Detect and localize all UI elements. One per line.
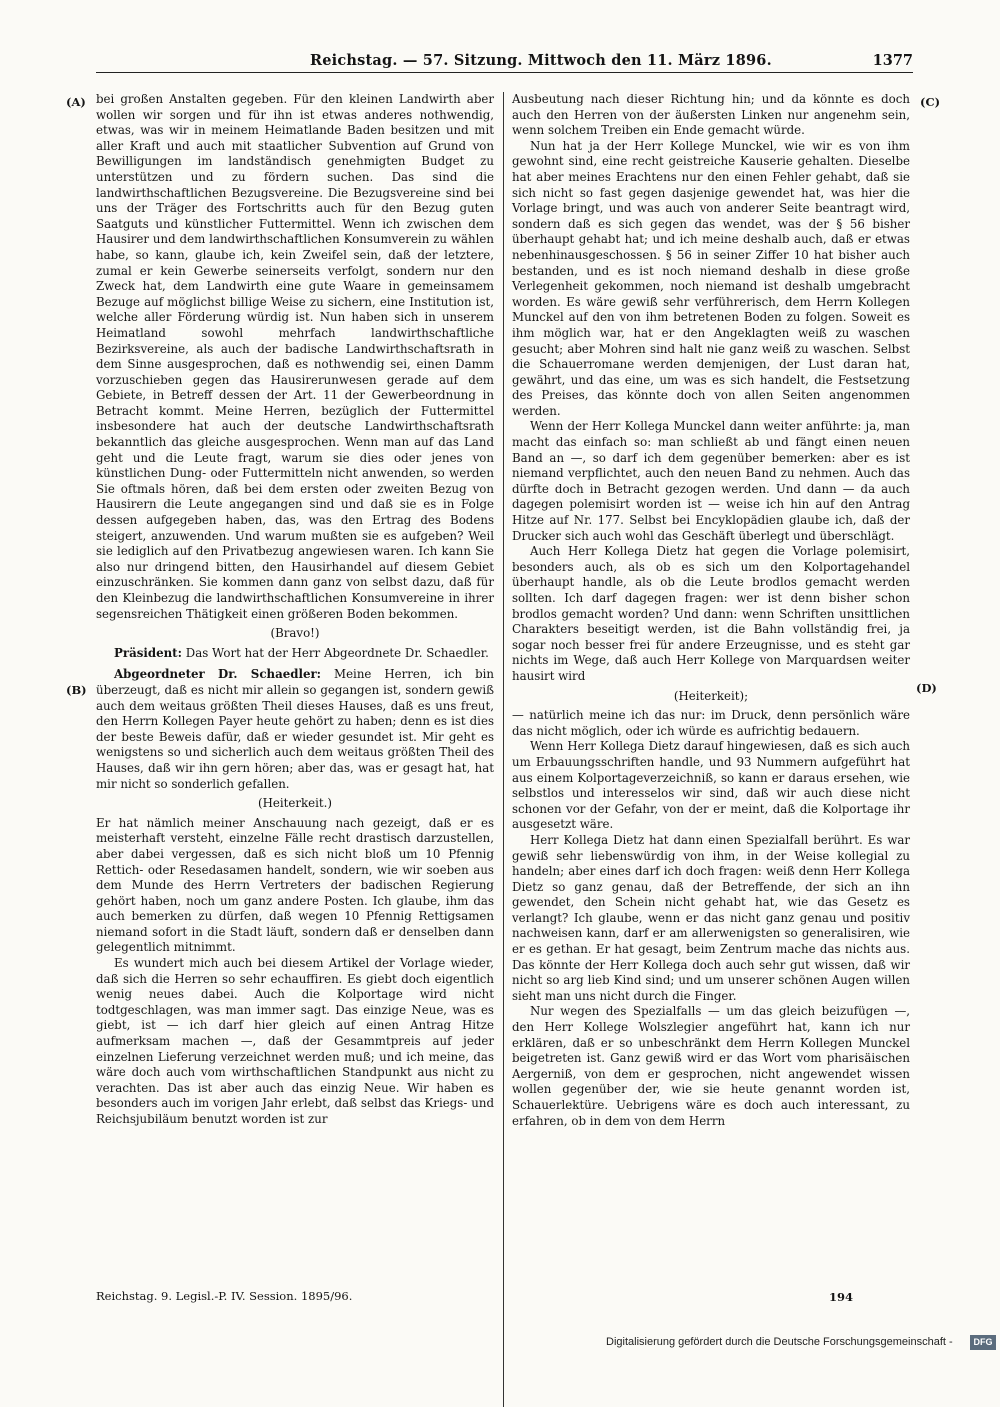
margin-marker-c: (C) xyxy=(920,95,941,109)
header-title: Reichstag. — 57. Sitzung. Mittwoch den 11. März 1896. xyxy=(310,52,772,69)
paragraph: Ausbeutung nach dieser Richtung hin; und da könnte es doch auch den Herren von der äußersten Linken nur angenehm sein, wenn solchem Treiben ein Ende gemacht würde. xyxy=(512,92,910,138)
speaker-label: Präsident: xyxy=(114,645,182,660)
speaker-label: Abgeordneter Dr. Schaedler: xyxy=(114,667,322,682)
margin-marker-b: (B) xyxy=(66,683,87,697)
dfg-credit xyxy=(606,1334,1000,1353)
paragraph: Wenn Herr Kollega Dietz darauf hingewiesen, daß es sich auch um Erbauungsschriften handle, und 93 Nummern aufgeführt hat aus einem Kolportageverzeichniß, so kann er daraus ersehen, wie selbstlos und interesselos wir sind, daß wir auch diese nicht schonen vor der Gefahr, von der er meint, daß die Kolportage ihr ausgesetzt wäre. xyxy=(512,739,910,832)
paragraph: Er hat nämlich meiner Anschauung nach gezeigt, daß er es meisterhaft versteht, einzelne Fälle recht drastisch darzustellen, aber dabei vergessen, daß es sich nicht bloß um 10 Pfennig Rettich- oder Resedasamen handelt, sondern, wie wir soeben aus dem Munde des Herrn Vertreters der badischen Regierung gehört haben, noch um ganz andere Posten. Ich glaube, ihm das auch bemerken zu dürfen, daß wegen 10 Pfennig Rettigsamen niemand sofort in die Stadt läuft, sondern daß er denselben dann gelegentlich mitnimmt. xyxy=(96,815,494,955)
margin-marker-a: (A) xyxy=(66,95,86,109)
president-statement xyxy=(96,646,494,662)
speech-text: Meine Herren, ich bin überzeugt, daß es nicht mir allein so gegangen ist, sondern gewiß auch dem weitaus größten Theil dieses Hauses, daß es uns freut, den Herrn Kollegen Payer heute gehört zu haben; denn es ist dies der beste Beweis dafür, daß er wieder gesundet ist. Mir geht es wenigstens so und sicherlich auch dem weitaus größten Theil des Hauses, daß wir ihn gern hören; aber das, was er gesagt hat, hat mir nicht so sonderlich gefallen. xyxy=(96,667,494,791)
paragraph: Auch Herr Kollega Dietz hat gegen die Vorlage polemisirt, besonders auch, als ob es sich um den Kolportagehandel überhaupt handle, als ob die Leute brodlos gemacht werden sollten. Ich darf dagegen fragen: wer ist denn bisher schon brodlos gemacht worden? Und dann: wenn Schriften unsittlichen Charakters beseitigt werden, ist die Bahn vollständig frei, ja sogar noch besser frei für andere Erzeugnisse, und es steht gar nichts im Wege, daß auch Herr Kollege von Marquardsen weiter hausirt wird xyxy=(512,544,910,683)
right-column xyxy=(512,92,910,1129)
dfg-logo-icon: DFG xyxy=(970,1335,996,1350)
column-divider xyxy=(503,92,504,1407)
paragraph: Herr Kollega Dietz hat dann einen Spezialfall berührt. Es war gewiß sehr liebenswürdig von ihm, in der Weise kollegial zu handeln; aber eines darf ich doch fragen: weiß denn Herr Kollega Dietz so ganz genau, daß der Betreffende, der sich an ihn gewendet, den Schein nicht gehabt hat, wie das Gesetz es verlangt? Ich glaube, wenn er das nicht ganz genau und positiv nachweisen kann, darf er am allerwenigsten so generalisiren, wie er es gethan. Er hat gesagt, beim Zentrum mache das nichts aus. Das könnte der Herr Kollega doch auch sehr gut wissen, daß wir nicht so arg lieb Kind sind; und um unserer schönen Augen willen sieht man uns nicht durch die Finger. xyxy=(512,832,910,1003)
left-column xyxy=(96,92,494,1128)
paragraph: Es wundert mich auch bei diesem Artikel der Vorlage wieder, daß sich die Herren so sehr echauffiren. Es giebt doch eigentlich wenig neues dabei. Auch die Kolportage wird nicht todtgeschlagen, was man immer sagt. Das einzige Neue, was es giebt, ist — ich darf hier gleich auf einen Antrag Hitze aufmerksam machen —, daß der Gesammtpreis auf jeder einzelnen Lieferung verzeichnet werden muß; und ich meine, das wäre doch auch vom wirthschaftlichen Standpunkt aus nicht zu verachten. Das ist aber auch das einzig Neue. Wir haben es besonders auch im vorigen Jahr erlebt, daß selbst das Kriegs- und Reichsjubiläum benutzt worden ist zur xyxy=(96,956,494,1126)
margin-marker-d: (D) xyxy=(916,681,937,695)
page-number: 1377 xyxy=(872,52,913,69)
header-rule xyxy=(96,72,913,73)
interjection-heiterkeit: (Heiterkeit); xyxy=(673,688,749,703)
signature-mark: 194 xyxy=(829,1290,854,1304)
paragraph: Nur wegen des Spezialfalls — um das gleich beizufügen —, den Herr Kollege Wolszlegier angeführt hat, kann ich nur erklären, daß er so unbeschränkt dem Herrn Kollegen Munckel beigetreten ist. Ganz gewiß wird er das Wort vom pharisäischen Aergerniß, von dem er gesprochen, nicht angewendet wissen wollen gegenüber der, wie sie heute genannt worden ist, Schauerlektüre. Uebrigens wäre es doch auch interessant, zu erfahren, ob in dem von dem Herrn xyxy=(512,1004,910,1128)
statement-text: Das Wort hat der Herr Abgeordnete Dr. Schaedler. xyxy=(185,645,489,660)
paragraph: bei großen Anstalten gegeben. Für den kleinen Landwirth aber wollen wir sorgen und für ihn ist etwas anderes nothwendig, etwas, was wir in meinem Heimatlande Baden besitzen und mit aller Kraft und auch mit staatlicher Subvention auf Grund von Bewilligungen im landständisch genehmigten Budget zu unterstützen und zu fördern suchen. Das sind die landwirthschaftlichen Bezugsvereine. Die Bezugsvereine sind bei uns der Träger des Fortschritts auch für den Bezug guten Saatguts und künstlicher Futtermittel. Wenn ich zwischen dem Hausirer und dem landwirthschaftlichen Konsumverein zu wählen habe, so kann, glaube ich, kein Zweifel sein, daß der letztere, zumal er kein Gewerbe seinerseits verfolgt, sondern nur den Zweck hat, dem Landwirth eine gute Waare in gemeinsamem Bezuge auf möglichst billige Weise zu sichern, eine Institution ist, welche aller Förderung würdig ist. Nun haben sich in unserem Heimatland sowohl mehrfach landwirthschaftliche Bezirksvereine, als auch der badische Landwirthschaftsrath in dem Sinne ausgesprochen, daß es nothwendig sei, einen Damm vorzuschieben gegen das Hausirerunwesen gerade auf dem Gebiete, in Betreff dessen der Art. 11 der Gewerbeordnung in Betracht kommt. Meine Herren, bezüglich der Futtermittel insbesondere hat auch der deutsche Landwirthschaftsrath bekanntlich das gleiche ausgesprochen. Wenn man auf das Land geht und die Leute fragt, warum sie dies oder jenes von künstlichen Dung- oder Futtermitteln nicht anwenden, so werden Sie oftmals hören, daß bei dem ersten oder zweiten Bezug von Hausirern die Leute angegangen sind und daß sie es in Folge dessen aufgegeben haben, das, was den Ertrag des Bodens steigert, anzuwenden. Und warum mußten sie es aufgeben? Weil sie lediglich auf den Privatbezug angewiesen waren. Ich kann Sie also nur dringend bitten, den Hausirhandel auf diesem Gebiet einzuschränken. Sie kommen dann ganz von selbst dazu, daß für den Kleinbezug die landwirthschaftlichen Konsumvereine in ihrer segensreichen Thätigkeit einen größeren Boden bekommen. xyxy=(96,92,494,621)
paragraph: Wenn der Herr Kollega Munckel dann weiter anführte: ja, man macht das einfach so: man schließt ab und fängt einen neuen Band an —, so darf ich dem gegenüber bemerken: aber es ist niemand verpflichtet, auch den neuen Band zu nehmen. Auch das dürfte doch in Betracht gezogen werden. Und dann — da auch dagegen polemisirt worden ist — weise ich hin auf den Antrag Hitze auf Nr. 177. Selbst bei Encyklopädien glaube ich, daß der Drucker sich auch wohl das Geschäft überlegt und überschlägt. xyxy=(512,419,910,543)
paragraph: Nun hat ja der Herr Kollege Munckel, wie wir es von ihm gewohnt sind, eine recht geistreiche Kauserie gehalten. Dieselbe hat aber meines Erachtens nur den einen Fehler gehabt, daß sie sich nicht so fast gegen dasjenige gewendet hat, was hier die Vorlage bringt, und was auch von anderer Seite beantragt wird, sondern daß es sich gegen das wendet, was der § 56 bisher überhaupt gehabt hat; und ich meine deshalb auch, daß er etwas nebenhinausgeschossen. § 56 in seiner Ziffer 10 hat bisher auch bestanden, und es ist noch niemand deshalb in diese große Verlegenheit gekommen, noch niemand ist deshalb umgebracht worden. Es wäre gewiß sehr verführerisch, dem Herrn Kollegen Munckel auf den von ihm betretenen Boden zu folgen. Soweit es ihm möglich war, hat er den Angeklagten weiß zu waschen gesucht; aber Mohren sind halt nie ganz weiß zu waschen. Selbst die Schauerromane werden demjenigen, der Lust daran hat, gewährt, und das eine, um was es sich handelt, die Festsetzung des Preises, das könnte doch von allen Seiten angenommen werden. xyxy=(512,138,910,418)
interjection-heiterkeit: (Heiterkeit.) xyxy=(257,796,332,811)
running-header xyxy=(96,52,913,72)
footer-session-info: Reichstag. 9. Legisl.-P. IV. Session. 1895/96. xyxy=(96,1289,353,1303)
paragraph: — natürlich meine ich das nur: im Druck, denn persönlich wäre das nicht möglich, oder ich würde es aufrichtig bedauern. xyxy=(512,708,910,738)
speech-opening xyxy=(96,667,494,792)
interjection-bravo: (Bravo!) xyxy=(270,626,320,641)
dfg-credit-text: Digitalisierung gefördert durch die Deutsche Forschungsgemeinschaft - xyxy=(606,1336,953,1348)
